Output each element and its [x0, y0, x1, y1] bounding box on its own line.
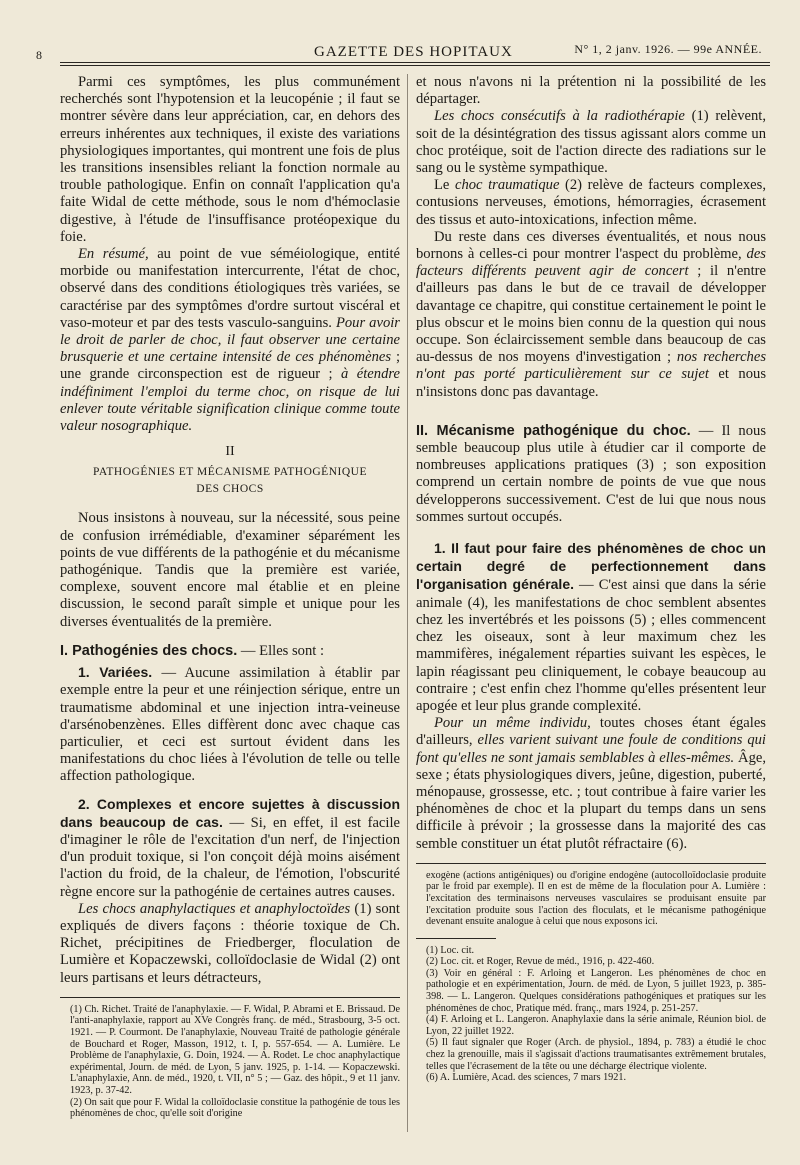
paragraph: Les chocs anaphylactiques et anaphyloctoïdes (1) sont expliqués de divers façons : théorie toxique de Ch. Richet, précipitines de Friedberger, floculation de Lumière et Kopaczewski, colloïdoclasie de Widal (2) ont leurs partisans et leurs détracteurs,: [60, 900, 400, 986]
footnote: (4) F. Arloing et L. Langeron. Anaphylaxie dans la série animale, Réunion biol. de Lyon, 22 juillet 1922.: [426, 1014, 766, 1037]
running-header: [36, 36, 784, 64]
paragraph: Les chocs consécutifs à la radiothérapie (1) relèvent, soit de la désintégration des tissus agissant alors comme un choc protéique, soit de l'action directe des radiations sur le sang ou le système sympathique.: [416, 108, 766, 177]
footnote-rule: [60, 997, 400, 998]
footnote-continuation: exogène (actions antigéniques) ou d'origine endogène (autocolloïdoclasie produite par le froid par exemple). Il en est de même de la floculation pour A. Lumière : l'excitation des terminaisons nerveuses vasculaires se produisant ensuite par l'excitation produite sous l'action des floculats, et le mécanisme pathogénique devenant ensuite analogue à celui que nous exposons ici.: [426, 869, 766, 928]
paragraph: Pour un même individu, toutes choses étant égales d'ailleurs, elles varient suivant une foule de conditions qui font qu'elles ne sont jamais semblables à elles-mêmes. Âge, sexe ; états physiologiques divers, jeûne, digestion, puberté, ménopause, grossesse, etc. ; tout contribue à faire varier les phénomènes de choc et la plupart du temps dans un sens difficile à prévoir ; la grossesse dans la majorité des cas semble constituer un état plutôt réfractaire (6).: [416, 715, 766, 852]
subsection-heading: I. Pathogénies des chocs. — Elles sont :: [60, 642, 325, 659]
footnote: (2) On sait que pour F. Widal la colloïdoclasie constitue la pathogénie de tous les phénomènes de choc, qu'elle soit d'origine: [70, 1096, 400, 1120]
left-column: [60, 74, 400, 1120]
paragraph: et nous n'avons ni la prétention ni la possibilité de les départager.: [416, 74, 766, 108]
footnote: (1) Loc. cit.: [426, 944, 475, 956]
header-rule-double: [60, 65, 770, 66]
section-number: II: [225, 444, 235, 460]
spacer: [416, 401, 766, 411]
issue-info: N° 1, 2 janv. 1926. — 99e ANNÉE.: [574, 42, 762, 56]
journal-title: GAZETTE DES HOPITAUX: [314, 44, 513, 60]
paragraph: Parmi ces symptômes, les plus communément recherchés sont l'hypotension et la leucopénie ; il faut se montrer sévère dans leur appréciation, car, en dehors des erreurs inhérentes aux techniques, il existe des variations physiologiques importantes, qui montrent une fois de plus les transitions insensibles reliant la fonction normale au trouble pathologique. Enfin on connaît l'application qu'a faite Widal de cette méthode, sous le nom d'hémoclasie digestive, à l'étude de l'insuffisance protéopexique du foie.: [60, 74, 400, 245]
paragraph: Du reste dans ces diverses éventualités, et nous nous bornons à celles-ci pour montrer l'aspect du problème, des facteurs différents peuvent agir de concert ; il n'entre d'ailleurs pas dans le but de ce travail de développer davantage ce chapitre, qui constitue certainement le point le plus obscur et le moins bien connu de la question qui nous occupe. Son éclaircissement semble dans beaucoup de cas au-dessus de nos moyens d'investigation ; nos recherches n'ont pas porté particulièrement sur ce sujet et nous n'insistons donc pas davantage.: [416, 228, 767, 400]
paragraph: Le choc traumatique (2) relève de facteurs complexes, contusions nerveuses, émotions, hémorragies, écrasement des tissus et auto-intoxications, infection même.: [416, 177, 766, 228]
page-number: 8: [36, 48, 43, 62]
paragraph: 2. Complexes et encore sujettes à discussion dans beaucoup de cas. — Si, en effet, il est facile d'imaginer le rôle de l'excitation d'un nerf, de l'injection d'un produit toxique, si l'on conçoit déjà moins aisément l'action du froid, de la chaleur, de l'émotion, l'obscurité règne encore sur la pathogénie de certaines autres causes.: [60, 795, 400, 900]
footnote: (1) Ch. Richet. Traité de l'anaphylaxie. — F. Widal, P. Abrami et E. Brissaud. De l'anti-anaphylaxie, rapport au XVe Congrès franç. de méd., Strasbourg, 3-5 oct. 1921. — P. Courmont. De l'anaphylaxie, Nouveau Traité de pathologie générale de Bouchard et Roger, Masson, 1912, t. I, p. 557-654. — A. Lumière. Le Problème de l'anaphylaxie, G. Doin, 1924. — A. Rodet. Le choc anaphylactique expérimental, Journ. de méd. de Lyon, 5 janv. 1925, p. 1-14. — Kopaczewski. L'anaphylaxie, Ann. de méd., 1920, t. VII, n° 5 ; — Gaz. des hôpit., 9 et 11 janv. 1923, p. 37-42.: [70, 1003, 400, 1096]
subsection-heading: II. Mécanisme pathogénique du choc. — Il nous semble beaucoup plus utile à étudier car il comporte de nombreuses applications pratiques (3) ; son exposition comprend un certain nombre de points de vue que nous développerons successivement. C'est de lui que nous nous sommes surtout occupés.: [416, 422, 766, 525]
right-column: [416, 74, 766, 1084]
paragraph: Nous insistons à nouveau, sur la nécessité, sous peine de confusion irrémédiable, d'examiner séparément les points de vue différents de la pathogénie et du mécanisme pathogénique. Tandis que la première est variée, complexe, souvent encore mal établie et en pleine discussion, le second paraît simple et unique pour les diverses éventualités de la première.: [60, 510, 400, 630]
footnote: (6) A. Lumière, Acad. des sciences, 7 mars 1921.: [426, 1072, 627, 1084]
section-title: PATHOGÉNIES ET MÉCANISME PATHOGÉNIQUE DES CHOCS: [93, 466, 367, 496]
header-rule: [60, 62, 770, 63]
column-divider: [407, 74, 408, 1132]
footnote: (2) Loc. cit. et Roger, Revue de méd., 1916, p. 422-460.: [426, 956, 655, 968]
spacer: [60, 786, 400, 796]
paragraph: 1. Variées. — Aucune assimilation à établir par exemple entre la peur et une réinjection sérique, entre un traumatisme abdominal et une injection intra-veineuse d'arsénobenzènes. Elles diffèrent donc avec chaque cas particulier, et ceci est surtout évident dans les manifestations du choc liées à l'évolution de telle ou telle affection pathologique.: [60, 664, 400, 785]
paragraph: 1. Il faut pour faire des phénomènes de choc un certain degré de perfectionnement dans l'organisation générale. — C'est ainsi que dans la série animale (4), les manifestations de choc semblent absentes chez les invertébrés et les poissons (5) ; elles commencent chez les oiseaux, sont à leur maximum chez les mammifères, inégalement réparties suivant les espèces, le lapin réagissant peu cliniquement, le cobaye beaucoup au contraire ; c'est enfin chez l'homme qu'elles présentent leur apogée et leur plus grande complexité.: [416, 540, 766, 714]
footnote-rule: [416, 863, 766, 864]
footnote-rule-short: [416, 938, 496, 939]
paragraph: En résumé, au point de vue séméiologique, entité morbide ou manifestation intercurrente, l'état de choc, observé dans des conditions étiologiques très variées, se caractérise par des symptômes d'ordre surtout viscéral et vaso-moteur et par des tests vasculo-sanguins. Pour avoir le droit de parler de choc, il faut observer une certaine brusquerie et une certaine intensité de ces phénomènes ; une grande circonspection est de rigueur ; à étendre indéfiniment l'emploi du terme choc, on risque de lui enlever toute véritable signification clinique comme toute valeur nosographique.: [60, 246, 400, 435]
footnote: (5) Il faut signaler que Roger (Arch. de physiol., 1894, p. 783) a étudié le choc chez la grenouille, mais il s'agissait d'actions traumatisantes extrêmement brutales, telles que l'écrasement de la tête ou une décharge électrique violente.: [426, 1037, 766, 1072]
footnote: (3) Voir en général : F. Arloing et Langeron. Les phénomènes de choc en pathologie et en expérimentation, Journ. de méd. de Lyon, 5 juillet 1923, p. 385-398. — L. Langeron. Quelques considérations pathogéniques et pratiques sur les phénomènes de choc, Pratique méd. franç., mars 1924, p. 251-257.: [426, 967, 766, 1014]
spacer: [416, 530, 766, 540]
